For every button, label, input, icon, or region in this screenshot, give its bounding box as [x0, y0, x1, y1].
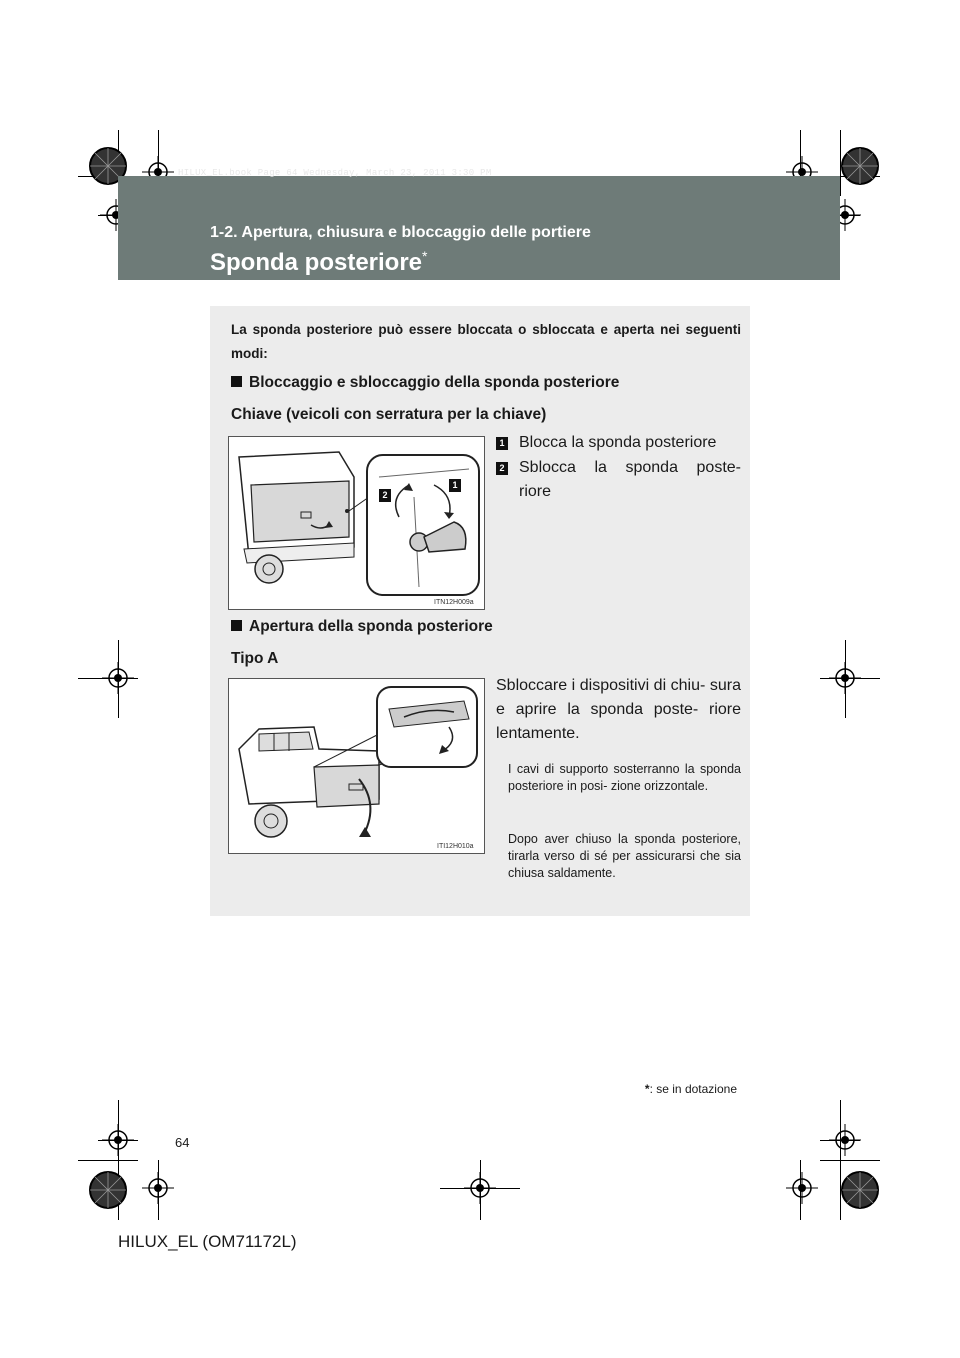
- figure-tailgate-opening: [228, 678, 485, 854]
- page-title: [210, 248, 427, 277]
- crosshair-icon: [102, 1124, 134, 1156]
- footnote-marker: *: [644, 1082, 650, 1096]
- heading-bullet-icon: [231, 376, 242, 387]
- step-text: Sblocca la sponda poste-: [519, 459, 741, 476]
- crosshair-icon: [464, 1172, 496, 1204]
- crosshair-icon: [102, 662, 134, 694]
- page-title-text: Sponda posteriore: [210, 249, 423, 276]
- lock-section-heading: [231, 374, 619, 392]
- callout-badge: 2: [379, 489, 391, 502]
- section-title: 1-2. Apertura, chiusura e bloccaggio delle portiere: [210, 224, 591, 241]
- crosshair-icon: [829, 662, 861, 694]
- lock-section-heading-text: Bloccaggio e sbloccaggio della sponda posteriore: [249, 374, 620, 391]
- step-text: riore: [519, 483, 552, 500]
- note-support-cables: I cavi di supporto sosterranno la sponda posteriore in posi- zione orizzontale.: [508, 762, 741, 793]
- step-text: Blocca la sponda posteriore: [519, 434, 717, 451]
- note-check-closed: Dopo aver chiuso la sponda posteriore, tirarla verso di sé per assicurarsi che sia chiusa saldamente.: [508, 832, 741, 880]
- figure-code: ITN12H009a: [434, 599, 474, 606]
- print-mark-text: HILUX_EL.book Page 64 Wednesday, March 23, 2011 3:30 PM: [178, 168, 492, 178]
- footnote-text: : se in dotazione: [649, 1082, 737, 1096]
- optional-equipment-marker: *: [422, 248, 428, 264]
- crosshair-icon: [829, 1124, 861, 1156]
- footnote: [645, 1082, 737, 1096]
- figure-tailgate-key-lock: [228, 436, 485, 610]
- open-instructions: Sbloccare i dispositivi di chiu- sura e aprire la sponda poste- riore lentamente.: [496, 677, 741, 742]
- registration-sunburst-icon: [840, 146, 880, 186]
- registration-sunburst-icon: [88, 1170, 128, 1210]
- model-code: HILUX_EL (OM71172L): [118, 1232, 297, 1251]
- open-section-heading-text: Apertura della sponda posteriore: [249, 618, 493, 635]
- step-number-badge: 1: [496, 437, 508, 450]
- registration-sunburst-icon: [840, 1170, 880, 1210]
- callout-badge: 1: [449, 479, 461, 492]
- crosshair-icon: [142, 1172, 174, 1204]
- open-section-subheading: Tipo A: [231, 650, 279, 667]
- figure-code: ITI12H010a: [437, 843, 474, 850]
- open-section-heading: [231, 618, 493, 636]
- tailgate-key-illustration: [229, 437, 484, 609]
- step-number-badge: 2: [496, 462, 508, 475]
- intro-text: La sponda posteriore può essere bloccata o sbloccata e aperta nei seguenti modi:: [231, 322, 741, 361]
- lock-section-subheading: Chiave (veicoli con serratura per la chiave): [231, 406, 547, 423]
- crosshair-icon: [786, 1172, 818, 1204]
- tailgate-opening-illustration: [229, 679, 484, 853]
- heading-bullet-icon: [231, 620, 242, 631]
- page-number: 64: [175, 1135, 190, 1150]
